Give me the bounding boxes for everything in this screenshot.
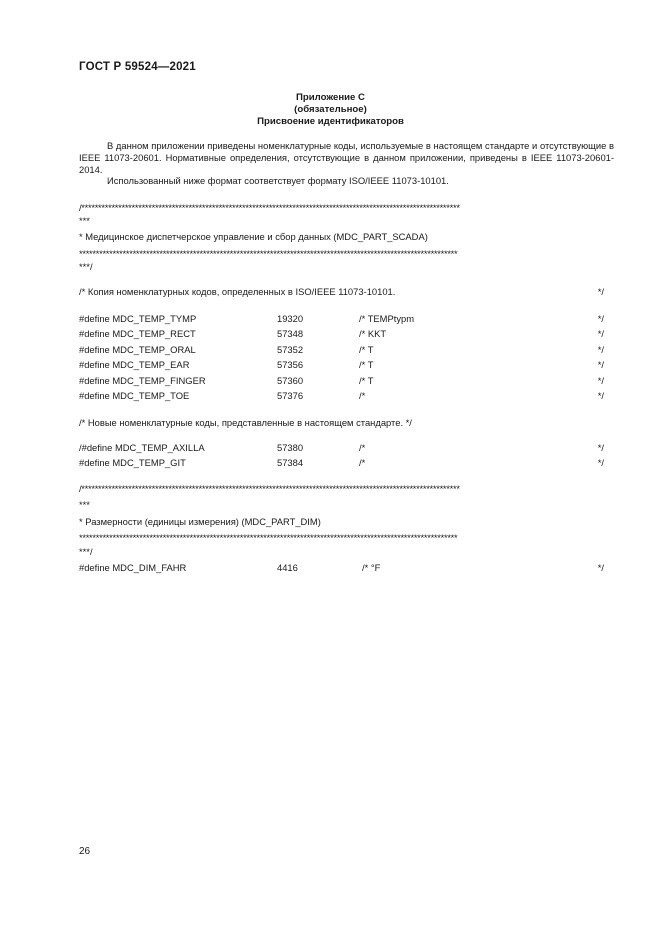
define-comment: /* (359, 457, 366, 468)
annex-title: Приложение С (296, 92, 365, 103)
define-row (79, 328, 604, 340)
comment-end: */ (597, 390, 604, 401)
define-row (79, 313, 604, 325)
annex-status: (обязательное) (294, 104, 367, 115)
define-name: #define MDC_TEMP_GIT (79, 457, 186, 468)
intro-paragraph-2: Использованный ниже формат соответствует формату ISO/IEEE 11073-10101. (107, 175, 449, 187)
define-code: 4416 (277, 562, 298, 573)
define-row (79, 562, 604, 574)
comment-border-tail: ***/ (79, 261, 93, 272)
define-row (79, 375, 604, 387)
comment-end: */ (597, 344, 604, 355)
define-code: 57384 (277, 457, 304, 468)
define-code: 57352 (277, 344, 304, 355)
intro-text (79, 140, 614, 187)
comment-end: */ (597, 359, 604, 370)
define-comment: /* (359, 390, 366, 401)
define-code: 57356 (277, 359, 304, 370)
define-comment: /* T (359, 359, 374, 370)
page-number: 26 (79, 846, 91, 857)
define-row (79, 457, 604, 469)
comment-border: /***************************************************************************************************************** (79, 484, 460, 494)
comment-end: */ (597, 286, 604, 297)
section-title-dim: * Размерности (единицы измерения) (MDC_PART_DIM) (79, 516, 321, 527)
define-code: 57360 (277, 375, 304, 386)
define-row (79, 359, 604, 371)
intro-paragraph-1: В данном приложении приведены номенклатурные коды, используемые в настоящем стандарте и отсутствующие в IEEE 11073-20601. Нормативные определения, отсутствующие в данном приложении, приведены в IEEE 11073-20601-2014. (79, 140, 614, 175)
define-comment: /* T (359, 375, 374, 386)
document-standard-number: ГОСТ Р 59524—2021 (79, 61, 196, 73)
comment-end: */ (597, 442, 604, 453)
section-title-scada: * Медицинское диспетчерское управление и сбор данных (MDC_PART_SCADA) (79, 231, 428, 242)
comment-border-tail: *** (79, 215, 90, 226)
copy-comment: /* Копия номенклатурных кодов, определенных в ISO/IEEE 11073-10101. (79, 286, 396, 297)
define-code: 57348 (277, 328, 304, 339)
comment-end: */ (597, 313, 604, 324)
comment-end: */ (597, 562, 604, 573)
comment-end: */ (597, 457, 604, 468)
define-name: #define MDC_TEMP_EAR (79, 359, 190, 370)
define-comment: /* KKT (359, 328, 387, 339)
define-comment: /* °F (362, 562, 381, 573)
define-name: #define MDC_TEMP_TYMP (79, 313, 197, 324)
comment-border: /***************************************************************************************************************** (79, 203, 460, 213)
define-comment: /* T (359, 344, 374, 355)
comment-border: ***************************************************************************************************************** (79, 249, 458, 259)
comment-end: */ (597, 328, 604, 339)
copy-comment-row (79, 286, 604, 298)
annex-name: Присвоение идентификаторов (257, 116, 404, 127)
define-row (79, 344, 604, 356)
define-name: #define MDC_TEMP_RECT (79, 328, 196, 339)
comment-end: */ (597, 375, 604, 386)
define-name: #define MDC_TEMP_TOE (79, 390, 190, 401)
define-name: #define MDC_DIM_FAHR (79, 562, 187, 573)
define-name: /#define MDC_TEMP_AXILLA (79, 442, 205, 453)
define-name: #define MDC_TEMP_ORAL (79, 344, 196, 355)
annex-heading (0, 92, 661, 128)
define-code: 19320 (277, 313, 304, 324)
define-row (79, 442, 604, 454)
define-name: #define MDC_TEMP_FINGER (79, 375, 206, 386)
define-code: 57376 (277, 390, 304, 401)
comment-border: ***************************************************************************************************************** (79, 533, 458, 543)
define-row (79, 390, 604, 402)
comment-border-tail: *** (79, 499, 90, 510)
define-code: 57380 (277, 442, 304, 453)
define-comment: /* (359, 442, 366, 453)
define-comment: /* TEMPtypm (359, 313, 415, 324)
new-codes-comment: /* Новые номенклатурные коды, представленные в настоящем стандарте. */ (79, 417, 412, 428)
comment-border-tail: ***/ (79, 546, 93, 557)
